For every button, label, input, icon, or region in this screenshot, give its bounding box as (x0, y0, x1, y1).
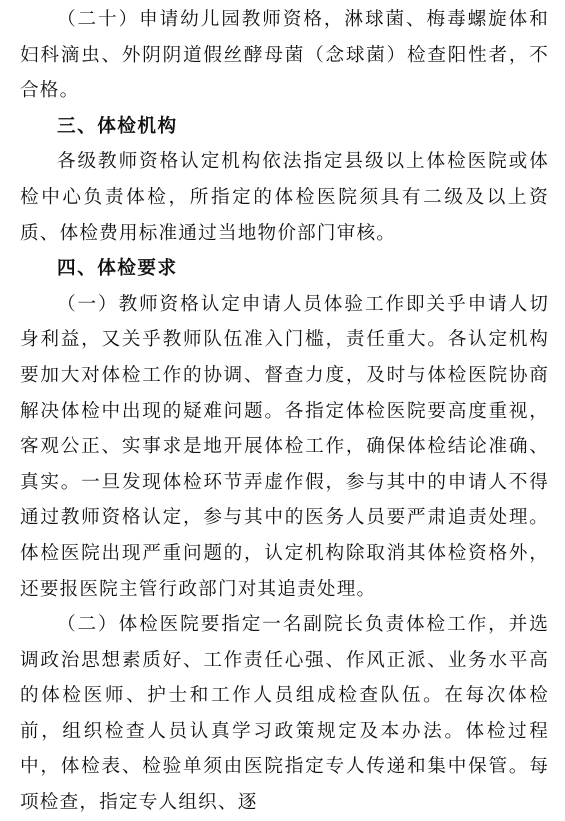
paragraph-requirement-one: （一）教师资格认定申请人员体验工作即关乎申请人切身利益，又关乎教师队伍准入门槛，责任重大。各认定机构要加大对体检工作的协调、督查力度，及时与体检医院协商解决体检中出现的疑难问题。各指定体检医院要高度重视，客观公正、实事求是地开展体检工作，确保体检结论准确、真实。一旦发现体检环节弄虚作假，参与其中的申请人不得通过教师资格认定，参与其中的医务人员要严肃追责处理。体检医院出现严重问题的，认定机构除取消其体检资格外，还要报医院主管行政部门对其追责处理。 (20, 293, 549, 600)
paragraph-requirement-two: （二）体检医院要指定一名副院长负责体检工作，并选调政治思想素质好、工作责任心强、作风正派、业务水平高的体检医师、护士和工作人员组成检查队伍。在每次体检前，组织检查人员认真学习政策规定及本办法。体检过程中，体检表、检验单须由医院指定专人传递和集中保管。每项检查，指定专人组织、逐 (20, 614, 549, 814)
paragraph-item-twenty: （二十）申请幼儿园教师资格，淋球菌、梅毒螺旋体和妇科滴虫、外阴阴道假丝酵母菌（念球菌）检查阳性者，不合格。 (20, 9, 549, 102)
paragraph-institutions: 各级教师资格认定机构依法指定县级以上体检医院或体检中心负责体检，所指定的体检医院须具有二级及以上资质、体检费用标准通过当地物价部门审核。 (20, 151, 549, 244)
section-heading-requirements: 四、体检要求 (57, 258, 178, 280)
section-heading-institutions: 三、体检机构 (57, 115, 178, 137)
